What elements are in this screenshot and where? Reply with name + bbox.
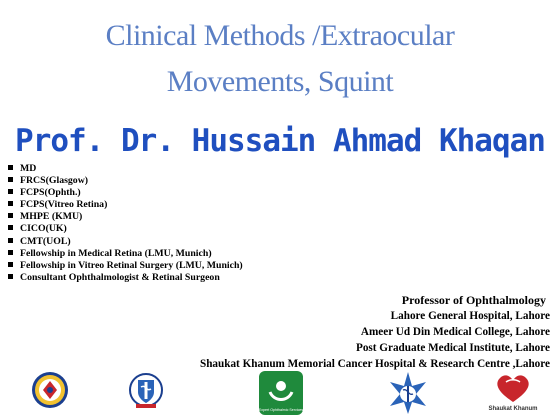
square-bullet-icon — [8, 177, 13, 182]
author-name: Prof. Dr. Hussain Ahmad Khaqan — [15, 123, 545, 159]
affiliation-line: Post Graduate Medical Institute, Lahore — [355, 342, 550, 354]
square-bullet-icon — [8, 274, 13, 279]
qualification-text: Fellowship in Vitreo Retinal Surgery (LMU, Munich) — [20, 259, 243, 271]
slide-title-line-2: Movements, Squint — [166, 65, 394, 98]
square-bullet-icon — [8, 201, 13, 206]
list-item — [8, 163, 243, 175]
list-item — [8, 260, 243, 272]
square-bullet-icon — [8, 238, 13, 243]
qualification-text: FCPS(Vitreo Retina) — [20, 199, 108, 211]
position-role: Professor of Ophthalmology — [401, 293, 546, 307]
slide-title-line-1: Clinical Methods /Extraocular — [105, 19, 455, 52]
shaukat-khanum-logo — [488, 370, 538, 418]
qualification-text: FCPS(Ophth.) — [20, 187, 81, 199]
qualification-text: Fellowship in Medical Retina (LMU, Munich) — [20, 247, 212, 259]
affiliation-line: Ameer Ud Din Medical College, Lahore — [360, 326, 550, 338]
qualification-text: MHPE (KMU) — [20, 211, 83, 223]
position-block — [200, 292, 550, 372]
qualifications-list — [8, 163, 243, 284]
ophthalmic-services-logo — [258, 370, 304, 416]
caduceus-emblem-logo — [384, 370, 432, 416]
square-bullet-icon — [8, 213, 13, 218]
logo-row — [0, 370, 560, 420]
college-crest-logo — [30, 370, 70, 410]
affiliation-line: Lahore General Hospital, Lahore — [390, 310, 550, 322]
square-bullet-icon — [8, 165, 13, 170]
qualification-text: CMT(UOL) — [20, 235, 71, 247]
affiliation-line: Shaukat Khanum Memorial Cancer Hospital & Research Centre ,Lahore — [199, 358, 550, 370]
list-item — [8, 248, 243, 260]
square-bullet-icon — [8, 250, 13, 255]
list-item — [8, 211, 243, 223]
list-item — [8, 187, 243, 199]
square-bullet-icon — [8, 262, 13, 267]
list-item — [8, 223, 243, 235]
logo-caption: Expert Ophthalmic Services — [258, 408, 304, 412]
logo-caption: Shaukat Khanum — [488, 406, 538, 412]
qualification-text: MD — [20, 163, 37, 174]
qualification-text: Consultant Ophthalmologist & Retinal Surgeon — [20, 271, 220, 283]
medical-shield-logo — [128, 370, 164, 412]
list-item — [8, 236, 243, 248]
square-bullet-icon — [8, 189, 13, 194]
qualification-text: FRCS(Glasgow) — [20, 175, 89, 187]
square-bullet-icon — [8, 225, 13, 230]
list-item — [8, 272, 243, 284]
list-item — [8, 175, 243, 187]
qualification-text: CICO(UK) — [20, 223, 67, 235]
list-item — [8, 199, 243, 211]
